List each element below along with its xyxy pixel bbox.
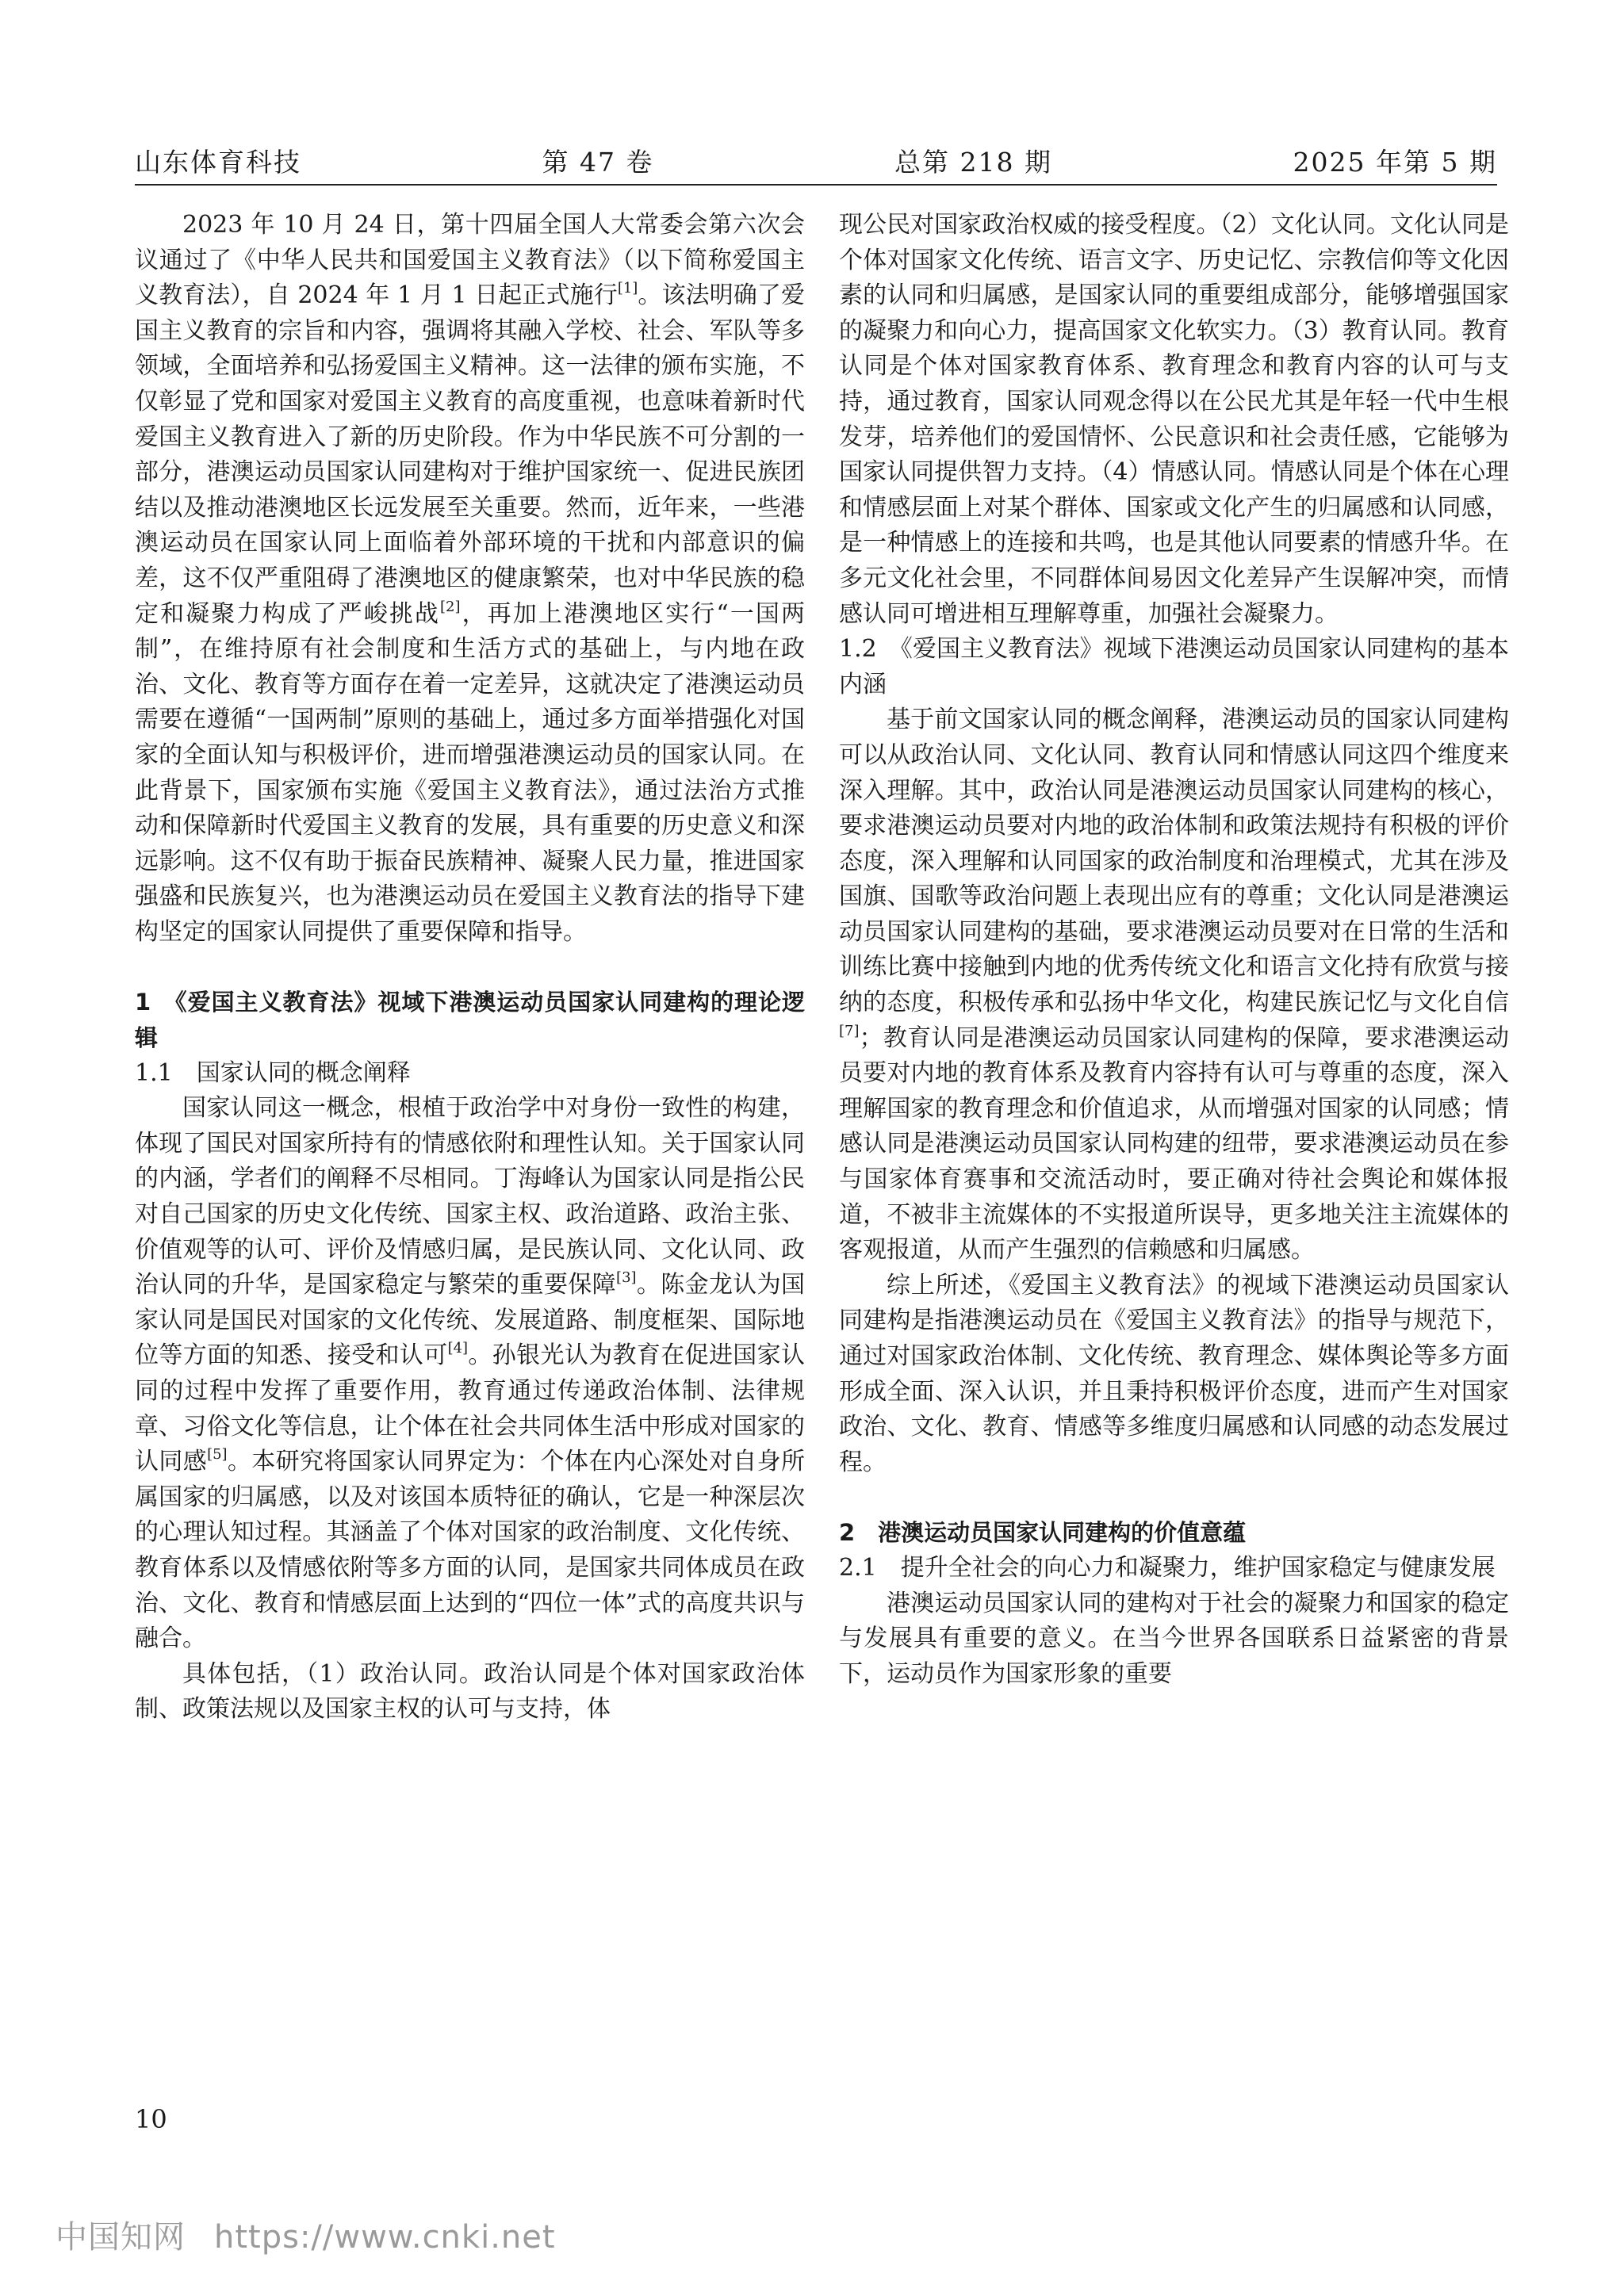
watermark-url[interactable]: https://www.cnki.net <box>214 2219 556 2256</box>
section-1-heading: 1 《爱国主义教育法》视域下港澳运动员国家认同建构的理论逻辑 <box>135 989 805 1052</box>
volume-number: 第 47 卷 <box>542 147 654 178</box>
section-2-1-heading: 2.1 提升全社会的向心力和凝聚力，维护国家稳定与健康发展 <box>839 1553 1496 1582</box>
journal-name: 山东体育科技 <box>135 147 301 178</box>
connotation-paragraph: 基于前文国家认同的概念阐释，港澳运动员的国家认同建构可以从政治认同、文化认同、教育认同和情感认同这四个维度来深入理解。其中，政治认同是港澳运动员国家认同建构的核心，要求港澳运动员要对内地的政治体制和政策法规持有积极的评价态度，深入理解和认同国家的政治制度和治理模式，尤其在涉及国旗、国歌等政治问题上表现出应有的尊重；文化认同是港澳运动员国家认同建构的基础，要求港澳运动员要对在日常的生活和训练比赛中接触到内地的优秀传统文化和语言文化持有欣赏与接纳的态度，积极传承和弘扬中华文化，构建民族记忆与文化自信[7]；教育认同是港澳运动员国家认同建构的保障，要求港澳运动员要对内地的教育体系及教育内容持有认可与尊重的态度，深入理解国家的教育理念和价值追求，从而增强对国家的认同感；情感认同是港澳运动员国家认同构建的纽带，要求港澳运动员在参与国家体育赛事和交流活动时，要正确对待社会舆论和媒体报道，不被非主流媒体的不实报道所误导，更多地关注主流媒体的客观报道，从而产生强烈的信赖感和归属感。 <box>839 706 1509 1265</box>
header-rule <box>135 184 1497 186</box>
citation-5[interactable]: [5] <box>207 1446 228 1464</box>
section-1-1-heading: 1.1 国家认同的概念阐释 <box>135 1058 411 1087</box>
citation-4[interactable]: [4] <box>447 1340 469 1357</box>
total-issue: 总第 218 期 <box>894 147 1053 178</box>
section-gap <box>135 950 805 985</box>
citation-2[interactable]: [2] <box>440 598 461 615</box>
value-paragraph: 港澳运动员国家认同的建构对于社会的凝聚力和国家的稳定与发展具有重要的意义。在当今世界各国联系日益紧密的背景下，运动员作为国家形象的重要 <box>839 1589 1509 1688</box>
cnki-watermark <box>56 2212 556 2257</box>
watermark-brand: 中国知网 <box>56 2219 186 2256</box>
left-column <box>135 208 805 1728</box>
concept-paragraph: 国家认同这一概念，根植于政治学中对身份一致性的构建，体现了国民对国家所持有的情感依附和理性认知。关于国家认同的内涵，学者们的阐释不尽相同。丁海峰认为国家认同是指公民对自己国家的历史文化传统、国家主权、政治道路、政治主张、价值观等的认可、评价及情感归属，是民族认同、文化认同、政治认同的升华，是国家稳定与繁荣的重要保障[3]。陈金龙认为国家认同是国民对国家的文化传统、发展道路、制度框架、国际地位等方面的知悉、接受和认可[4]。孙银光认为教育在促进国家认同的过程中发挥了重要作用，教育通过传递政治体制、法律规章、习俗文化等信息，让个体在社会共同体生活中形成对国家的认同感[5]。本研究将国家认同界定为：个体在内心深处对自身所属国家的归属感，以及对该国本质特征的确认，它是一种深层次的心理认知过程。其涵盖了个体对国家的政治制度、文化传统、教育体系以及情感依附等多方面的认同，是国家共同体成员在政治、文化、教育和情感层面上达到的“四位一体”式的高度共识与融合。 <box>135 1094 806 1653</box>
right-column <box>839 208 1509 1692</box>
page-number: 10 <box>135 2104 167 2134</box>
citation-1[interactable]: [1] <box>617 280 638 297</box>
components-continued-paragraph: 现公民对国家政治权威的接受程度。（2）文化认同。文化认同是个体对国家文化传统、语言文字、历史记忆、宗教信仰等文化因素的认同和归属感，是国家认同的重要组成部分，能够增强国家的凝聚力和向心力，提高国家文化软实力。（3）教育认同。教育认同是个体对国家教育体系、教育理念和教育内容的认可与支持，通过教育，国家认同观念得以在公民尤其是年轻一代中生根发芽，培养他们的爱国情怀、公民意识和社会责任感，它能够为国家认同提供智力支持。（4）情感认同。情感认同是个体在心理和情感层面上对某个群体、国家或文化产生的归属感和认同感，是一种情感上的连接和共鸣，也是其他认同要素的情感升华。在多元文化社会里，不同群体间易因文化差异产生误解冲突，而情感认同可增进相互理解尊重，加强社会凝聚力。 <box>839 211 1509 628</box>
citation-3[interactable]: [3] <box>616 1269 637 1287</box>
section-gap <box>839 1480 1509 1515</box>
section-1-2-heading: 1.2 《爱国主义教育法》视域下港澳运动员国家认同建构的基本内涵 <box>839 635 1509 698</box>
section-2-heading: 2 港澳运动员国家认同建构的价值意蕴 <box>839 1519 1247 1547</box>
components-paragraph: 具体包括，（1）政治认同。政治认同是个体对国家政治体制、政策法规以及国家主权的认可与支持，体 <box>135 1659 805 1724</box>
citation-7[interactable]: [7] <box>839 1022 860 1039</box>
intro-paragraph: 2023 年 10 月 24 日，第十四届全国人大常委会第六次会议通过了《中华人民共和国爱国主义教育法》（以下简称爱国主义教育法），自 2024 年 1 月 1 日起正式施行[1]。该法明确了爱国主义教育的宗旨和内容，强调将其融入学校、社会、军队等多领域，全面培养和弘扬爱国主义精神。这一法律的颁布实施，不仅彰显了党和国家对爱国主义教育的高度重视，也意味着新时代爱国主义教育进入了新的历史阶段。作为中华民族不可分割的一部分，港澳运动员国家认同建构对于维护国家统一、促进民族团结以及推动港澳地区长远发展至关重要。然而，近年来，一些港澳运动员在国家认同上面临着外部环境的干扰和内部意识的偏差，这不仅严重阻碍了港澳地区的健康繁荣，也对中华民族的稳定和凝聚力构成了严峻挑战[2]，再加上港澳地区实行“一国两制”，在维持原有社会制度和生活方式的基础上，与内地在政治、文化、教育等方面存在着一定差异，这就决定了港澳运动员需要在遵循“一国两制”原则的基础上，通过多方面举措强化对国家的全面认知与积极评价，进而增强港澳运动员的国家认同。在此背景下，国家颁布实施《爱国主义教育法》，通过法治方式推动和保障新时代爱国主义教育的发展，具有重要的历史意义和深远影响。这不仅有助于振奋民族精神、凝聚人民力量，推进国家强盛和民族复兴，也为港澳运动员在爱国主义教育法的指导下建构坚定的国家认同提供了重要保障和指导。 <box>135 211 805 946</box>
year-issue: 2025 年第 5 期 <box>1293 147 1497 178</box>
summary-paragraph: 综上所述，《爱国主义教育法》的视域下港澳运动员国家认同建构是指港澳运动员在《爱国主义教育法》的指导与规范下，通过对国家政治体制、文化传统、教育理念、媒体舆论等多方面形成全面、深入认识，并且秉持积极评价态度，进而产生对国家政治、文化、教育、情感等多维度归属感和认同感的动态发展过程。 <box>839 1271 1509 1476</box>
running-header <box>135 140 1497 179</box>
